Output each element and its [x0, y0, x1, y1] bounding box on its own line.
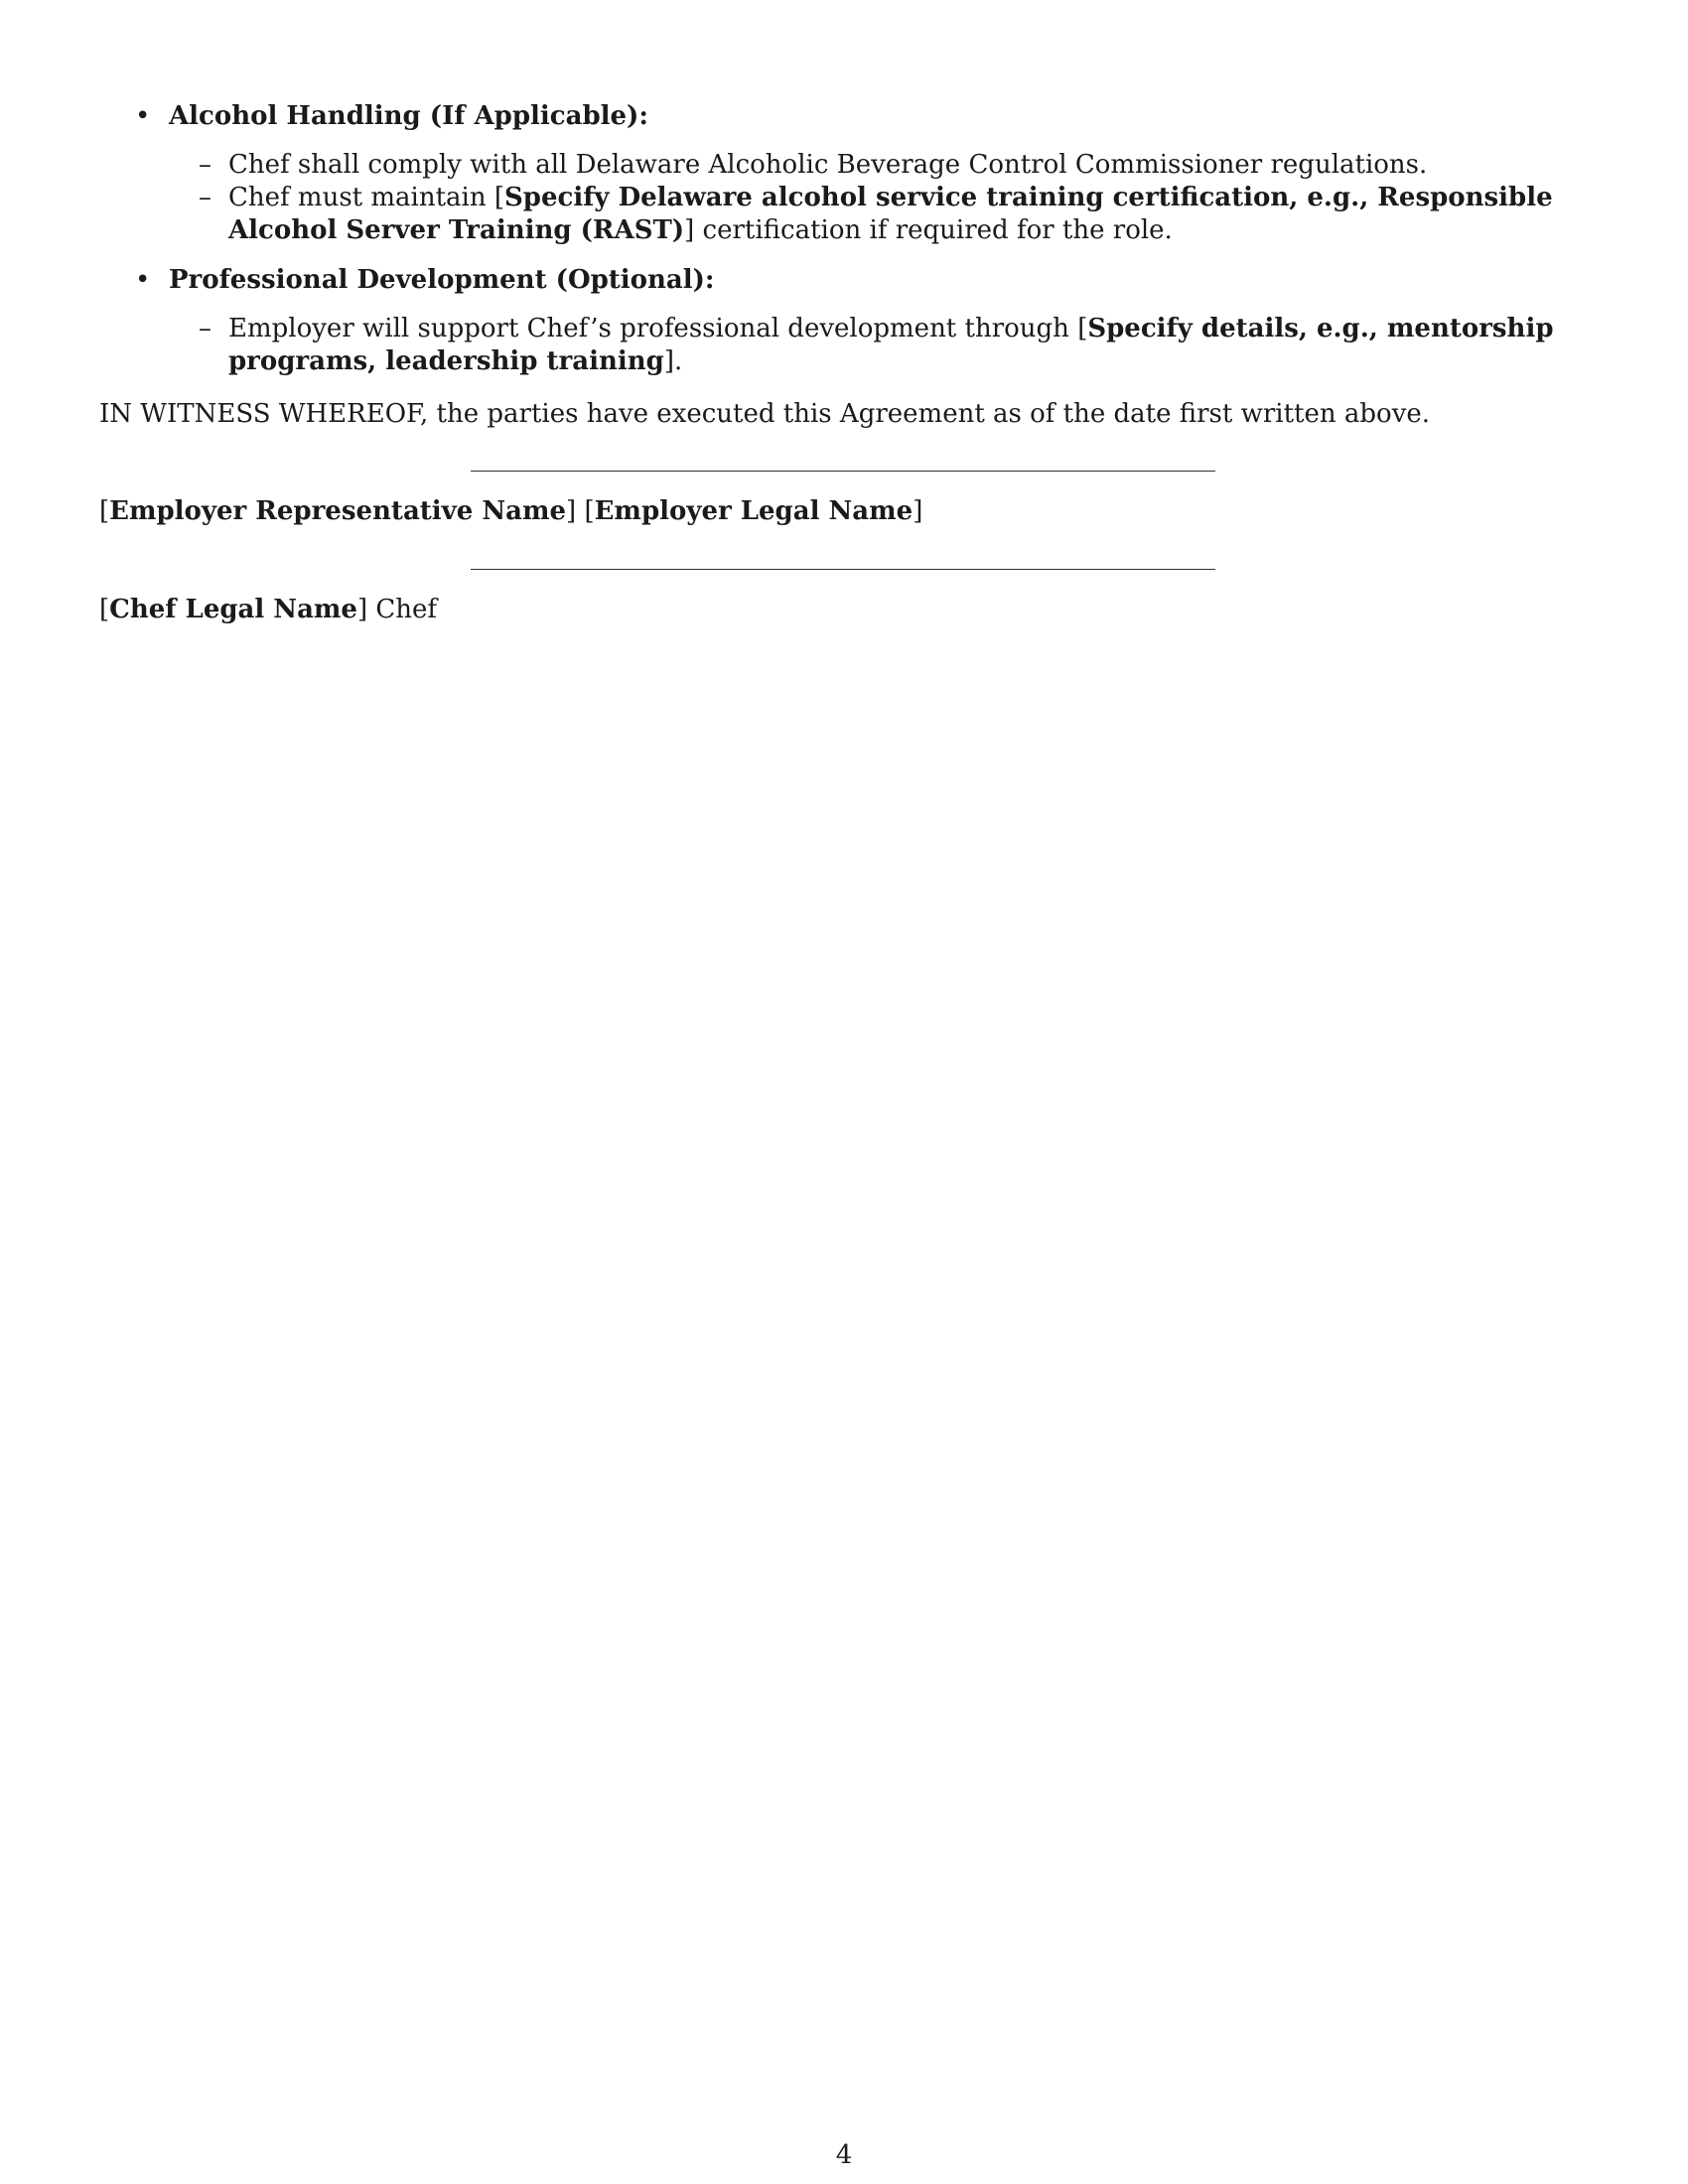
bracket: [ — [99, 496, 110, 526]
list-item-text — [228, 313, 1585, 378]
section-heading: Alcohol Handling (If Applicable): — [169, 101, 648, 131]
employer-signature-caption — [99, 494, 922, 528]
bullet-point: • — [135, 265, 151, 295]
chef-legal-name-placeholder: Chef Legal Name — [109, 595, 357, 624]
bullet-point: • — [135, 101, 151, 131]
dash-marker: – — [199, 183, 211, 212]
item-text: Chef must maintain [ — [228, 183, 505, 212]
item-text: Chef shall comply with all Delaware Alcoholic Beverage Control Commissioner regulations. — [228, 150, 1428, 180]
placeholder-text: Specify details, e.g., mentorship programs, leadership training — [228, 314, 1554, 376]
bracket: ] — [913, 496, 923, 526]
item-text: Employer will support Chef’s professional development through [ — [228, 314, 1088, 343]
list-item-text — [228, 149, 1585, 182]
dash-marker: – — [199, 150, 211, 180]
employer-signature-line — [471, 471, 1215, 472]
employer-legal-name-placeholder: Employer Legal Name — [594, 496, 914, 526]
chef-role-label: Chef — [367, 595, 438, 624]
placeholder-text: Specify Delaware alcohol service training certification, e.g., Responsible Alcohol Server Training (RAST) — [228, 183, 1553, 245]
bracket: ] — [356, 595, 368, 624]
item-text: ]. — [663, 346, 683, 376]
witness-statement: IN WITNESS WHEREOF, the parties have executed this Agreement as of the date first written above. — [99, 399, 1431, 429]
chef-signature-caption — [99, 593, 437, 626]
list-item — [199, 149, 1585, 182]
section-heading: Professional Development (Optional): — [169, 265, 715, 295]
list-item — [199, 182, 1585, 247]
dash-marker: – — [199, 314, 211, 343]
employer-representative-placeholder: Employer Representative Name — [109, 496, 567, 526]
page-number: 4 — [835, 2140, 853, 2170]
list-item — [199, 313, 1585, 378]
item-text: ] certification if required for the role. — [684, 215, 1173, 245]
list-item-text — [228, 182, 1585, 247]
bracket: ] [ — [566, 496, 595, 526]
bracket: [ — [99, 595, 110, 624]
chef-signature-line — [471, 569, 1215, 570]
